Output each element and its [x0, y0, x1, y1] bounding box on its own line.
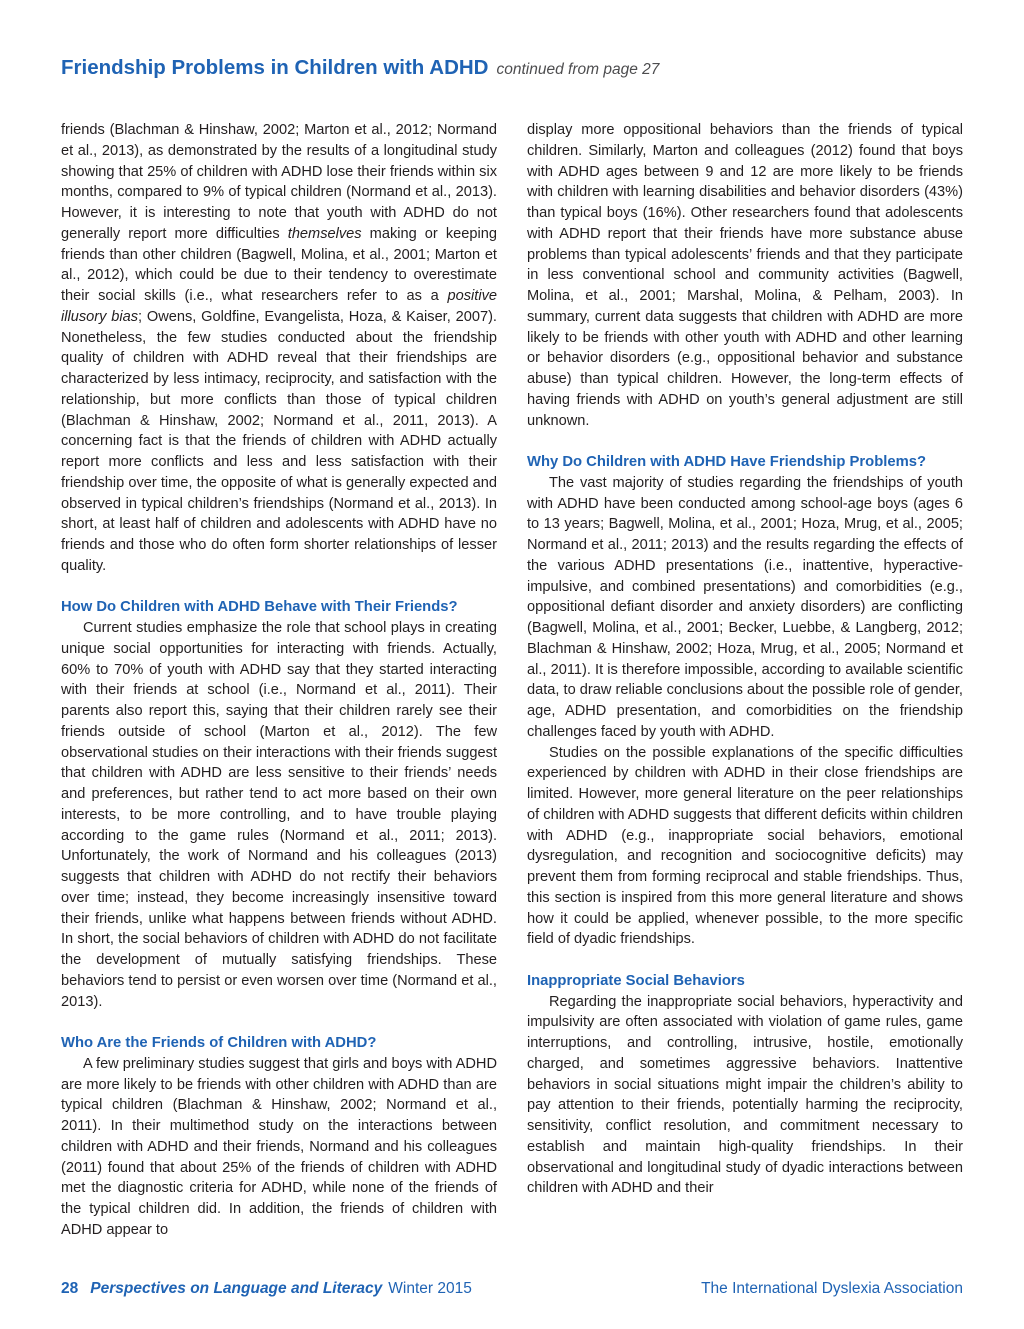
footer-left [61, 1280, 472, 1298]
left-p1-text-b: making or keeping friends than other children (Bagwell, Molina, et al., 2001; Marton et al., 2012), which could be due to their tendency to overestimate their social skills (i.e., what researchers refer to as a [61, 225, 497, 304]
page-number: 28 [61, 1280, 79, 1297]
left-p1-text-c: ; Owens, Goldfine, Evangelista, Hoza, & Kaiser, 2007). Nonetheless, the few studies conducted about the friendship quality of children with ADHD reveal that their friendships are characterized by less intimacy, reciprocity, and satisfaction with the relationship, but more conflicts than those of typical children (Blachman & Hinshaw, 2002; Normand et al., 2011, 2013). A concerning fact is that the friends of children with ADHD actually report more conflicts and less and less satisfaction with their friendship over time, the opposite of what is generally expected and observed in typical children’s friendships (Normand et al., 2013). In short, at least half of children and adolescents with ADHD have no friends and those who do often form shorter relationships of lesser quality. [61, 308, 497, 574]
section-heading-inappropriate-behaviors: Inappropriate Social Behaviors [527, 972, 745, 989]
section-heading-who-are-friends: Who Are the Friends of Children with ADHD? [61, 1035, 377, 1051]
right-column [527, 120, 963, 1199]
article-title: Friendship Problems in Children with ADHD [61, 56, 489, 79]
emphasis-positive-illusory-bias: positive illusory bias [61, 288, 497, 325]
page-header [61, 56, 981, 80]
left-column [61, 120, 497, 1241]
page-footer [61, 1280, 963, 1302]
right-paragraph-3: Studies on the possible explanations of the specific difficulties experienced by children with ADHD in their close friendships are limited. However, more general literature on the peer relationships of children with ADHD suggests that different deficits within children with ADHD (e.g., inappropriate social behaviors, emotional dysregulation, and recognition and sociocognitive deficits) may prevent them from forming reciprocal and stable friendships. Thus, this section is inspired from this more general literature and shows how it could be applied, whenever possible, to the more specific field of dyadic friendships. [527, 744, 963, 948]
journal-issue: Winter 2015 [388, 1280, 472, 1297]
section-heading-why-problems: Why Do Children with ADHD Have Friendship Problems? [527, 454, 927, 470]
emphasis-themselves: themselves [287, 225, 362, 242]
section-heading-behave: How Do Children with ADHD Behave with Their Friends? [61, 599, 458, 616]
right-paragraph-2: The vast majority of studies regarding the friendships of youth with ADHD have been conducted among school-age boys (ages 6 to 13 years; Bagwell, Molina, et al., 2001; Hoza, Mrug, et al., 2005; Normand et al., 2011; 2013) and the results regarding the effects of the various ADHD presentations (i.e., inattentive, hyperactive-impulsive, and combined presentations) and comorbidities (e.g., oppositional defiant disorder and anxiety disorders) are conflicting (Bagwell, Molina, et al., 2001; Becker, Luebbe, & Langberg, 2012; Blachman & Hinshaw, 2002; Hoza, Mrug, et al., 2005; Normand et al., 2011). It is therefore impossible, according to available scientific data, to draw reliable conclusions about the possible role of gender, age, ADHD presentation, and comorbidities on the friendship challenges faced by youth with ADHD. [527, 474, 963, 740]
organization-name: The International Dyslexia Association [701, 1280, 963, 1297]
right-paragraph-4: Regarding the inappropriate social behaviors, hyperactivity and impulsivity are often associated with violation of game rules, game interruptions, and controlling, intrusive, hostile, emotionally charged, and sometimes aggressive behaviors. Inattentive behaviors in social situations might impair the children’s ability to pay attention to their friends, potentially harming the reciprocity, sensitivity, conflict resolution, and commitment necessary to establish and maintain high-quality friendships. In their observational and longitudinal study of dyadic interactions between children with ADHD and their [527, 993, 963, 1197]
left-paragraph-2: Current studies emphasize the role that school plays in creating unique social opportunities for interacting with friends. Actually, 60% to 70% of youth with ADHD say that they started interacting with their friends at school (i.e., Normand et al., 2011). Their parents also report this, saying that their children rarely see their friends outside of school (Marton et al., 2012). The few observational studies on their interactions with their friends suggest that children with ADHD are less sensitive to their friends’ needs and preferences, but rather tend to act more based on their own interests, to be more controlling, and to have trouble playing according to the game rules (Normand et al., 2011; 2013). Unfortunately, the work of Normand and his colleagues (2013) suggests that children with ADHD do not rectify their behaviors over time; instead, they become increasingly insensitive toward their friends, unlike what happens between friends without ADHD. In short, the social behaviors of children with ADHD do not facilitate the development of mutually satisfying friendships. These behaviors tend to persist or even worsen over time (Normand et al., 2013). [61, 620, 497, 1010]
left-p1-text-a: friends (Blachman & Hinshaw, 2002; Marton et al., 2012; Normand et al., 2013), as demonstrated by the results of a longitudinal study showing that 25% of children with ADHD lose their friends within six months, compared to 9% of typical children (Normand et al., 2013). However, it is interesting to note that youth with ADHD do not generally report more difficulties [61, 122, 497, 242]
journal-title: Perspectives on Language and Literacy [90, 1280, 383, 1297]
right-paragraph-1: display more oppositional behaviors than the friends of typical children. Similarly, Marton and colleagues (2012) found that boys with ADHD ages between 9 and 12 are more likely to be friends with children with learning disabilities and behavior disorders (43%) than typical boys (16%). Other researchers found that adolescents with ADHD report that their friends have more substance abuse problems than typical adolescents’ friends and that they participate in less conventional school and community activities (Bagwell, Molina, et al., 2001; Marshal, Molina, & Pelham, 2003). In summary, current data suggests that children with ADHD are more likely to be friends with other youth with ADHD and other learning or behavior disorders (e.g., oppositional behavior and substance abuse) than typical children. However, the long-term effects of having friends with ADHD on youth’s general adjustment are still unknown. [527, 122, 963, 429]
left-paragraph-3: A few preliminary studies suggest that girls and boys with ADHD are more likely to be friends with other children with ADHD than are typical children (Blachman & Hinshaw, 2002; Normand et al., 2011). In their multimethod study on the interactions between children with ADHD and their friends, Normand and his colleagues (2011) found that about 25% of the friends of children with ADHD met the diagnostic criteria for ADHD, while none of the friends of the typical children did. In addition, the friends of children with ADHD appear to [61, 1055, 497, 1238]
continued-note: continued from page 27 [496, 61, 660, 78]
left-paragraph-1 [61, 120, 497, 577]
